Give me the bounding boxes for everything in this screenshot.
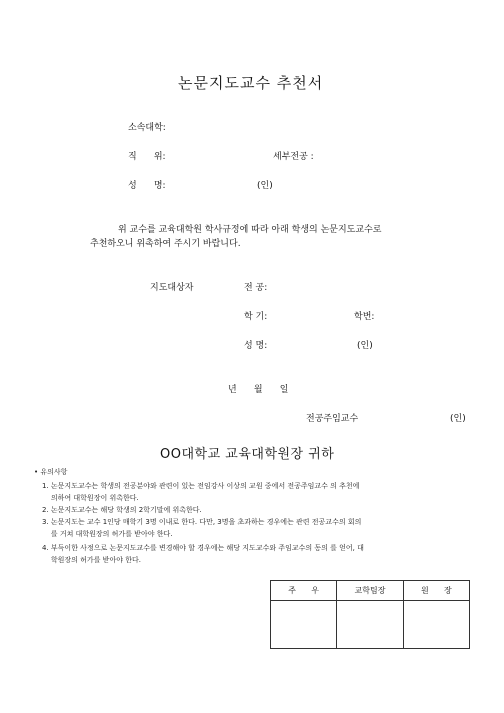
note-line: 1. 논문지도교수는 학생의 전공분야와 관련이 있는 전임강사 이상의 교원 중에서 전공주임교수 의 추천에 bbox=[42, 482, 360, 490]
note-line: 의하여 대학원장이 위촉한다. bbox=[42, 494, 139, 502]
approval-header-cell: 주 우 bbox=[271, 581, 337, 601]
approval-header-cell: 원 장 bbox=[403, 581, 469, 601]
note-line: 를 거쳐 대학원장의 허가를 받아야 한다. bbox=[42, 530, 173, 538]
name-label: 성 명: bbox=[128, 181, 166, 191]
professor-seal: (인) bbox=[257, 181, 273, 191]
approval-header-cell: 교학팀장 bbox=[337, 581, 404, 601]
student-major-label: 전 공: bbox=[244, 283, 268, 293]
note-line: 2. 논문지도교수는 해당 학생의 2학기말에 위촉한다. bbox=[42, 506, 202, 514]
note-line: 3. 논문지도는 교수 1인당 매학기 3명 이내로 한다. 다만, 3명을 초과하는 경우에는 관련 전공교수의 회의 bbox=[42, 518, 362, 526]
student-seal: (인) bbox=[357, 341, 373, 351]
page-title: 논문지도교수 추천서 bbox=[178, 74, 324, 92]
notes-header: • 유의사항 bbox=[34, 468, 68, 476]
student-semester-label: 학 기: bbox=[244, 312, 268, 322]
student-name-label: 성 명: bbox=[244, 341, 268, 351]
approval-signature-cell[interactable] bbox=[337, 601, 404, 649]
chief-professor-label: 전공주임교수 bbox=[306, 414, 359, 424]
student-id-label: 학번: bbox=[354, 312, 375, 322]
body-line-1: 위 교수를 교육대학원 학사규정에 따라 아래 학생의 논문지도교수로 bbox=[118, 225, 382, 235]
note-line: 4. 부득이한 사정으로 논문지도교수를 변경해야 할 경우에는 해당 지도교수와 주임교수의 동의 를 얻어, 대 bbox=[42, 544, 364, 552]
recipient-line: OO대학교 교육대학원장 귀하 bbox=[160, 447, 335, 462]
body-line-2: 추천하오니 위촉하여 주시기 바랍니다. bbox=[90, 239, 241, 249]
major-detail-label: 세부전공 : bbox=[273, 152, 314, 162]
approval-signature-cell[interactable] bbox=[403, 601, 469, 649]
chief-seal: (인) bbox=[450, 414, 466, 424]
affiliation-label: 소속대학: bbox=[128, 123, 166, 133]
date-line: 년 월 일 bbox=[228, 385, 289, 395]
position-label: 직 위: bbox=[128, 152, 166, 162]
student-target-label: 지도대상자 bbox=[150, 283, 194, 293]
approval-signature-cell[interactable] bbox=[271, 601, 337, 649]
note-line: 학원장의 허가를 받아야 한다. bbox=[42, 556, 141, 564]
approval-table bbox=[270, 580, 470, 649]
